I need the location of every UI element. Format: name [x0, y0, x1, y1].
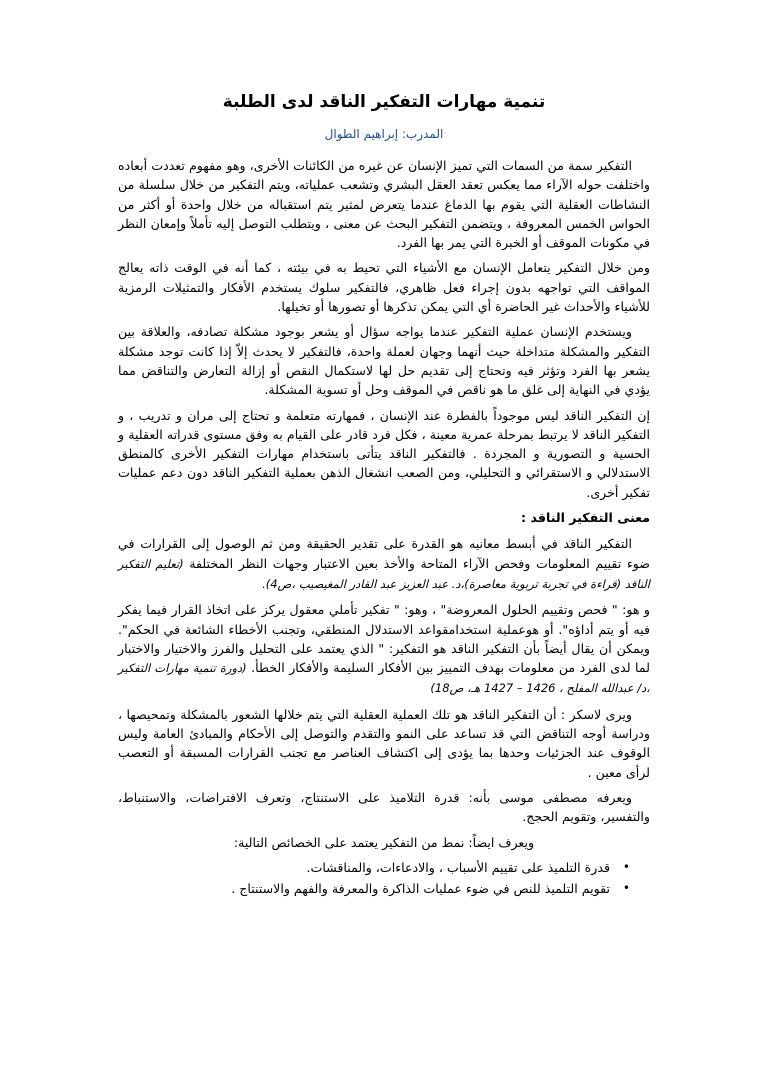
bullet-icon: • — [622, 881, 630, 896]
paragraph-thinking-definition: التفكير سمة من السمات التي تميز الإنسان عن غيره من الكائنات الأخرى، وهو مفهوم تعددت أبعاده واختلفت حوله الآراء مما يعكس تعقد العقل البشري وتشعب عملياته، ويتم التفكير من خلال سلسلة من النشاطات العقلية التي يقوم بها الدماغ عندما يتعرض لمثير يتم استقباله من خلال واحدة أو أكثر من الحواس الخمس المعروفة ، ويتضمن التفكير البحث عن معنى ، ويتطلب التوصل إليه تأملاً وإمعان النظر في مكونات الموقف أو الخبرة التي يمر بها الفرد. — [118, 158, 650, 251]
citation: (دورة تنمية مهارات التفكير ،د/ عبدالله المفلح ، 1426 – 1427 هـ، ص18) — [118, 661, 650, 696]
paragraph-characteristics-intro: ويعرف ايضاً: نمط من التفكير يعتمد على الخصائص التالية: — [233, 834, 535, 850]
bullet-icon: • — [622, 859, 630, 874]
paragraph-lasker-definition: ويرى لاسكر : أن التفكير الناقد هو تلك العملية العقلية التي يتم خلالها الشعور بالمشكلة وتمحيصها ، ودراسة أوجه التناقض التي قد تساعد على النمو والتقدم والتوصل إلى الأحكام والمبادئ العامة وليس الوقوف عند الجزئيات وحدها بما يؤدى إلى اكتشاف العناصر مع تجنب القرارات المسبقة أو التعصب لرأى معين . — [118, 706, 650, 780]
list-item-text: تقويم التلميذ للنص في ضوء عمليات الذاكرة والمعرفة والفهم والاستنتاج . — [231, 881, 610, 897]
document-body — [118, 156, 650, 900]
document-title: تنمية مهارات التفكير الناقد لدى الطلبة — [222, 92, 546, 112]
paragraph-critical-thinking-definitions — [118, 600, 650, 698]
list-item-text: قدرة التلميذ على تقييم الأسباب ، والادعاءات، والمناقشات. — [306, 859, 610, 875]
paragraph-text: التفكير الناقد في أبسط معانيه هو القدرة على تقدير الحقيقة ومن ثم الوصول إلى القرارات في ضوء تقييم المعلومات وفحص الآراء المتاحة والأخذ بعين الاعتبار وجهات النظر المختلفة — [118, 536, 650, 571]
paragraph-thinking-problem: ويستخدم الإنسان عملية التفكير عندما يواجه سؤال أو يشعر بوجود مشكلة تصادفه، والعلاقة بين التفكير والمشكلة متداخلة حيث أنهما وجهان لعملة واحدة، فالتفكير لا يحدث إلاّ إذا كانت توجد مشكلة يشعر بها الفرد وتؤثر فيه وتحتاج إلى تقديم حل لها لاستكمال النقص أو إزالة التعارض والتناقض مما يؤدي في النهاية إلى غلق ما هو ناقص في الموقف وحل أو تسوية المشكلة. — [118, 324, 650, 398]
characteristics-list — [118, 858, 650, 899]
paragraph-thinking-environment: ومن خلال التفكير يتعامل الإنسان مع الأشياء التي تحيط به في بيئته ، كما أنه في الوقت ذاته يعالج المواقف التي تواجهه بدون إجراء فعل ظاهري، فالتفكير سلوك يستخدم الأفكار والتمثيلات الرمزية للأشياء والأحداث غير الحاضرة أي التي يمكن تذكرها أو تصورها أو تخيلها. — [118, 260, 650, 315]
paragraph-mustafa-musa-definition: ويعرفه مصطفى موسى بأنه: قدرة التلاميذ على الاستنتاج، وتعرف الافتراضات، والاستنباط، والتفسير، وتقويم الحجج. — [118, 789, 650, 825]
paragraph-critical-thinking-meaning — [118, 534, 650, 594]
trainer-name: المدرب: إبراهيم الطوال — [324, 127, 444, 141]
list-item — [118, 879, 650, 898]
paragraph-text: و هو: " فحص وتقييم الحلول المعروضة" ، وهو: " تفكير تأملي معقول يركز على اتخاذ القرار فيما يفكر فيه أو يتم أداؤه". أو هوعملية استخدامقواعد الاستدلال المنطقي، وتجنب الأخطاء الشائعة في الحكم". ويمكن أن يقال أيضاً بأن التفكير الناقد هو التفكير: " الذي يعتمد على التحليل والفرز والاختيار والاختبار لما لدى الفرد من معلومات بهدف التمييز بين الأفكار السليمة والأفكار الخطأ. — [118, 602, 651, 676]
list-item — [118, 858, 650, 877]
section-heading-critical-thinking-meaning: معنى التفكير الناقد : — [521, 510, 650, 526]
citation: (تعليم التفكير الناقد (قراءة في تجربة تربوية معاصرة)،د. عبد العزيز عبد القادر المغيصيب ،ص4). — [118, 556, 650, 591]
paragraph-critical-thinking-learned: إن التفكير الناقد ليس موجوداً بالفطرة عند الإنسان ، فمهارته متعلمة و تحتاج إلى مران و تدريب ، و التفكير الناقد لا يرتبط بمرحلة عمرية معينة ، فكل فرد قادر على القيام به وفق مستوى قدراته العقلية و الحسية و التصورية و المجردة . فالتفكير الناقد يتأتى باستخدام مهارات التفكير الأخرى كالمنطق الاستدلالي و الاستقرائي و التحليلي، ومن الصعب انشغال الذهن بعملية التفكير الناقد دون دعم عمليات تفكير أخرى. — [118, 407, 650, 500]
